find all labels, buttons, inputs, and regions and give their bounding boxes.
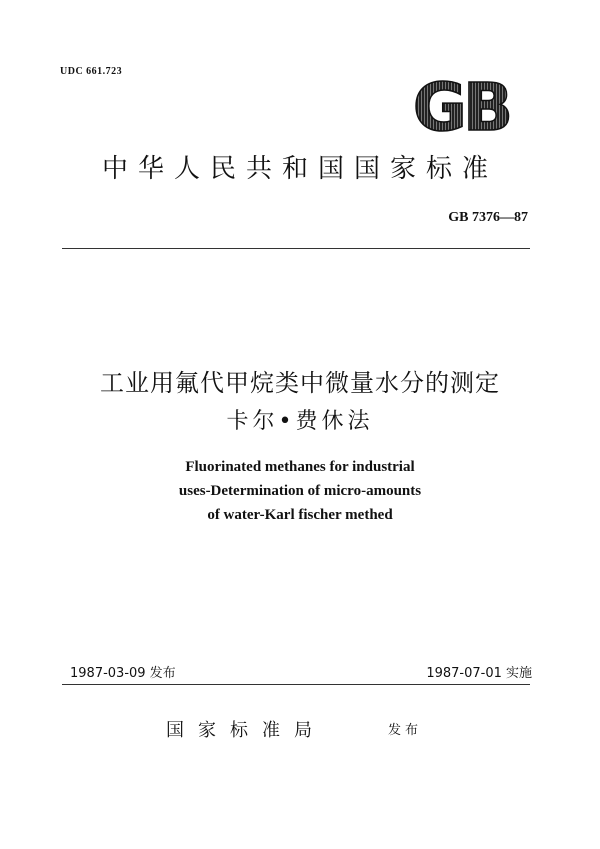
svg-text:GB: GB [412, 72, 510, 136]
issue-label: 发布 [388, 723, 423, 738]
english-title-line: uses-Determination of micro-amounts [178, 483, 422, 499]
issuing-authority: 国家标准局 [166, 720, 326, 741]
issue-date: 1987-03-09 发布 [70, 666, 176, 681]
chinese-subtitle: 卡尔•费休法 [226, 409, 374, 434]
standard-title: 中华人民共和国国家标准 [101, 154, 498, 184]
effective-date: 1987-07-01 实施 [426, 666, 532, 681]
standard-number: GB 7376—87 [448, 210, 528, 225]
chinese-title: 工业用氟代甲烷类中微量水分的测定 [100, 369, 500, 397]
header-divider [62, 248, 530, 249]
gb-logo [400, 72, 522, 136]
english-title-line: of water-Karl fischer methed [207, 507, 393, 523]
english-title [0, 455, 600, 527]
english-title-line: Fluorinated methanes for industrial [185, 459, 415, 475]
udc-code: UDC 661.723 [60, 66, 123, 77]
footer-divider [62, 684, 530, 685]
